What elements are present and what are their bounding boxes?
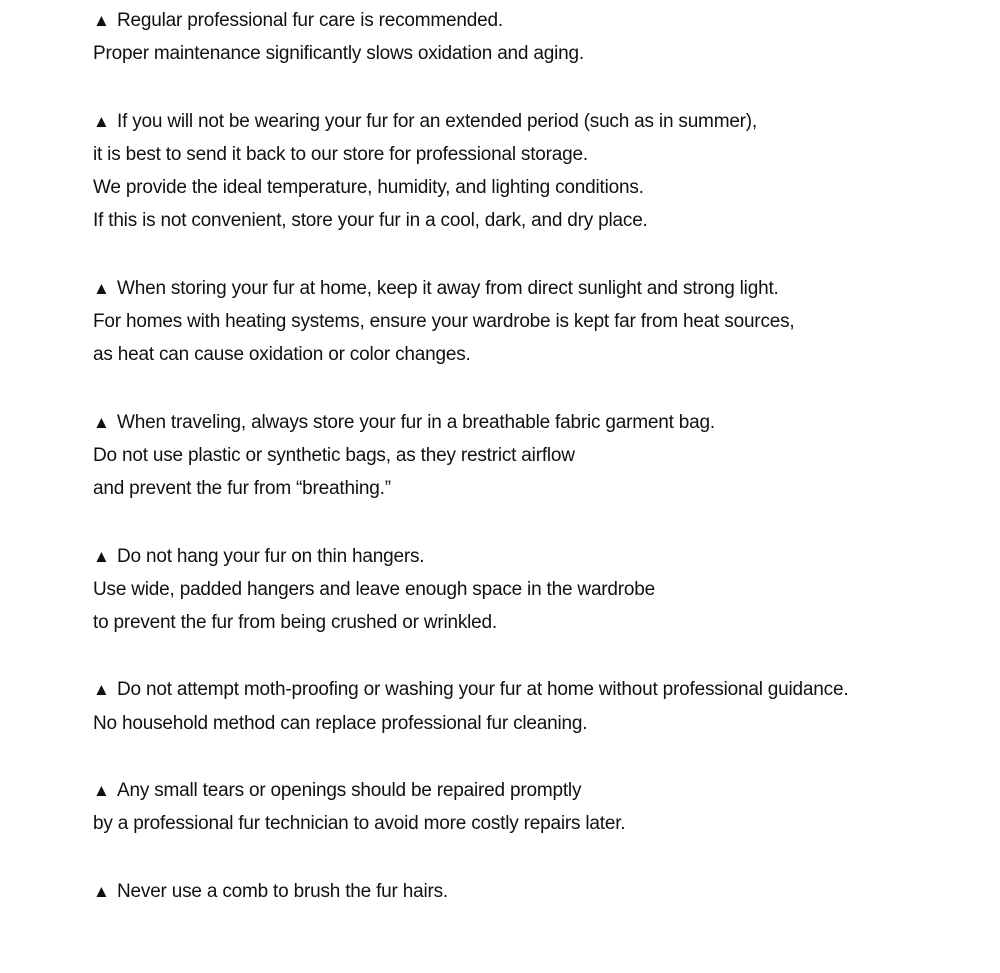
triangle-bullet-icon: ▲ [93,680,110,700]
tip-line: Do not use plastic or synthetic bags, as they restrict airflow [93,444,575,466]
tip-line: as heat can cause oxidation or color changes. [93,344,471,366]
triangle-bullet-icon: ▲ [93,111,110,131]
tip-line: ▲ When traveling, always store your fur in a breathable fabric garment bag. [93,406,983,439]
tip-storage [93,105,983,238]
tip-line: by a professional fur technician to avoid more costly repairs later. [93,813,626,835]
tip-home-storage [93,272,983,372]
tip-line: ▲ Any small tears or openings should be repaired promptly [93,774,983,807]
fur-care-tips [93,4,983,942]
tip-traveling [93,406,983,506]
tip-line: We provide the ideal temperature, humidity, and lighting conditions. [93,177,644,199]
triangle-bullet-icon: ▲ [93,781,110,801]
tip-line: Use wide, padded hangers and leave enough space in the wardrobe [93,578,656,600]
tip-line: Proper maintenance significantly slows oxidation and aging. [93,43,584,65]
tip-line: it is best to send it back to our store for professional storage. [93,143,588,165]
tip-line: ▲ Regular professional fur care is recommended. [93,4,983,37]
tip-professional-care [93,4,983,71]
tip-line: ▲ If you will not be wearing your fur for an extended period (such as in summer), [93,105,983,138]
triangle-bullet-icon: ▲ [93,11,110,30]
tip-line: ▲ Do not hang your fur on thin hangers. [93,540,983,573]
tip-line: If this is not convenient, store your fur in a cool, dark, and dry place. [93,210,648,232]
tip-line: ▲ Never use a comb to brush the fur hairs. [93,875,983,908]
tip-line: ▲ When storing your fur at home, keep it away from direct sunlight and strong light. [93,272,983,305]
tip-line: and prevent the fur from “breathing.” [93,478,391,500]
tip-line: ▲ Do not attempt moth-proofing or washing your fur at home without professional guidance. [93,673,983,706]
tip-line: For homes with heating systems, ensure your wardrobe is kept far from heat sources, [93,311,795,333]
triangle-bullet-icon: ▲ [93,278,110,298]
triangle-bullet-icon: ▲ [93,412,110,432]
tip-comb [93,875,983,908]
triangle-bullet-icon: ▲ [93,546,110,566]
tip-line: No household method can replace professional fur cleaning. [93,712,588,734]
tip-cleaning [93,673,983,740]
tip-hangers [93,540,983,640]
triangle-bullet-icon: ▲ [93,881,110,901]
tip-line: to prevent the fur from being crushed or wrinkled. [93,612,497,634]
tip-repairs [93,774,983,841]
